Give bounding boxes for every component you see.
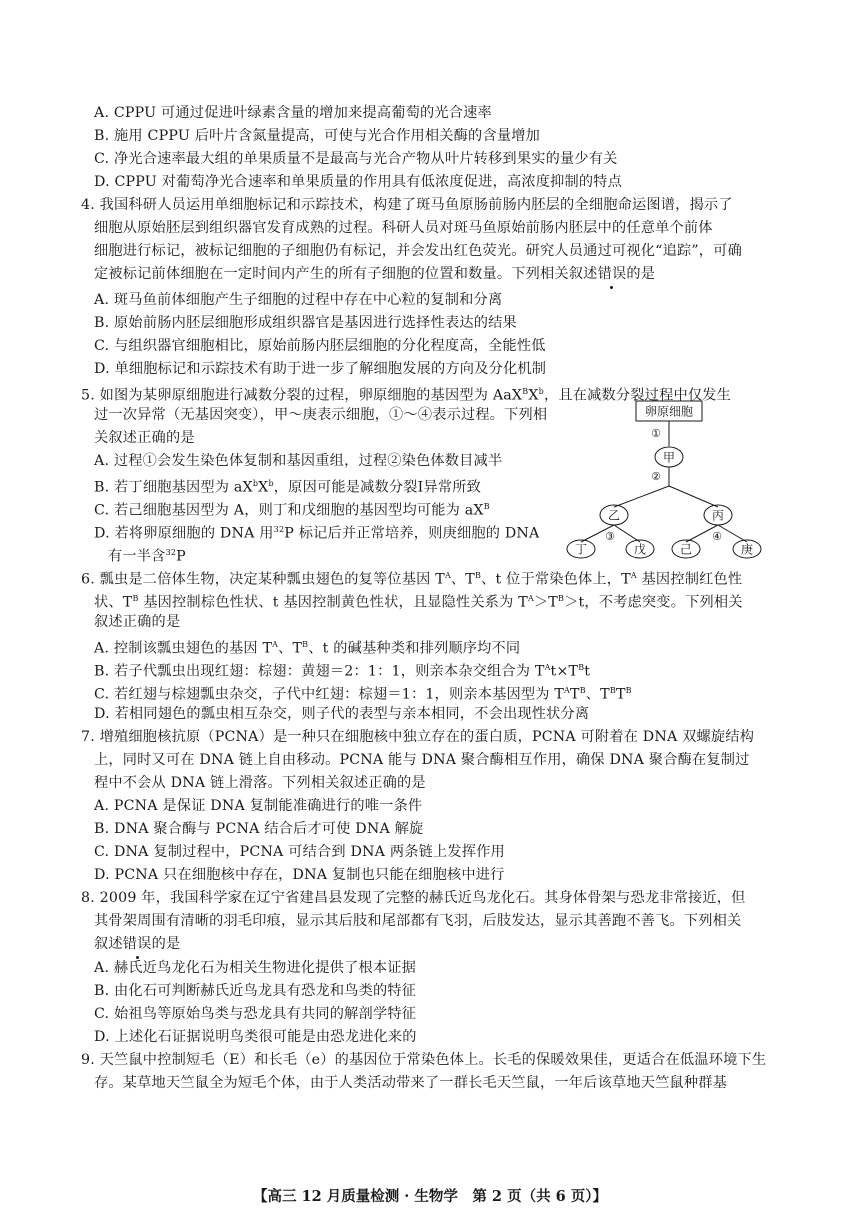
q5-sup: B	[483, 502, 490, 511]
q5-stem-text: 5. 如图为某卵原细胞进行减数分裂的过程，卵原细胞的基因型为 AaX	[81, 387, 523, 404]
q5-option-d-text: D. 若将卵原细胞的 DNA 用	[94, 525, 274, 542]
q6-stem-text: 、t 位于常染色体上，T	[481, 571, 631, 588]
q8-option-c: C. 始祖鸟等原始鸟类与恐龙具有共同的解剖学特征	[94, 1006, 417, 1022]
q8-option-b: B. 由化石可判断赫氏近鸟龙具有恐龙和鸟类的特征	[94, 983, 417, 999]
q8-emphasis-text: 错误	[122, 936, 152, 952]
q8-option-d: D. 上述化石证据说明鸟类很可能是由恐龙进化来的	[94, 1029, 417, 1045]
q5-option-b-text: X	[258, 479, 269, 496]
q6-option-c-text: C. 若红翅与棕翅瓢虫杂交，子代中红翅：棕翅＝1：1，则亲本基因型为 T	[94, 686, 565, 703]
q6-option-a-text: A. 控制该瓢虫翅色的基因 T	[94, 640, 273, 657]
q4-stem-text: 定被标记前体细胞在一定时间内产生的所有子细胞的位置和数量。下列相关叙述	[94, 266, 598, 282]
q6-stem-line	[81, 566, 742, 590]
q5-option-a: A. 过程①会发生染色体复制和基因重组，过程②染色体数目减半	[94, 453, 503, 469]
q5-option-d-text: 有一半含	[108, 548, 166, 565]
branch-line	[718, 525, 747, 542]
q6-option-b	[94, 658, 590, 682]
q6-stem-text: 状、T	[94, 594, 133, 611]
q7-option-a: A. PCNA 是保证 DNA 复制能准确进行的唯一条件	[94, 798, 423, 814]
q5-stem-line: 过一次异常（无基因突变），甲～庚表示细胞，①～④表示过程。下列相	[94, 407, 548, 423]
q8-stem-text: 叙述	[94, 936, 123, 952]
q7-option-c: C. DNA 复制过程中，PCNA 可结合到 DNA 两条链上发挥作用	[94, 844, 505, 860]
q7-option-b: B. DNA 聚合酶与 PCNA 结合后才可使 DNA 解旋	[94, 821, 424, 837]
q6-option-d: D. 若相同翅色的瓢虫相互杂交，则子代的表型与亲本相同，不会出现性状分离	[94, 706, 590, 722]
q4-option-c: C. 与组织器官细胞相比，原始前肠内胚层细胞的分化程度高，全能性低	[94, 338, 546, 354]
page-footer: 【高三 12 月质量检测 · 生物学 第 2 页（共 6 页）】	[252, 1188, 608, 1205]
q6-sup: A	[630, 571, 637, 580]
cell-ji-label: 己	[679, 542, 693, 557]
q5-option-b-text: ，原因可能是减数分裂Ⅰ异常所致	[273, 479, 482, 496]
q5-sup: 32	[273, 525, 285, 534]
q6-stem-text: 6. 瓢虫是二倍体生物，决定某种瓢虫翅色的复等位基因 T	[81, 571, 445, 588]
q6-sup: B	[625, 686, 632, 695]
q4-stem-line: 细胞从原始胚层到组织器官发育成熟的过程。科研人员对斑马鱼原始前肠内胚层中的任意单个前体	[94, 220, 713, 236]
q8-stem-text-end: 的是	[151, 936, 181, 952]
q6-sup: B	[609, 686, 616, 695]
q6-option-b-text: t×T	[550, 663, 579, 680]
q6-sup: A	[544, 663, 551, 672]
q4-stem-line: 4. 我国科研人员运用单细胞标记和示踪技术，构建了斑马鱼原肠前肠内胚层的全细胞命运图谱，揭示了	[81, 197, 733, 213]
branch-line	[669, 486, 718, 507]
q8-stem-last-line	[94, 934, 180, 954]
step-3-label: ③	[605, 530, 615, 543]
q5-stem-text: X	[528, 387, 539, 404]
q5-option-c	[94, 497, 490, 521]
q5-sup: B	[522, 387, 529, 396]
q8-option-a: A. 赫氏近鸟龙化石为相关生物进化提供了根本证据	[94, 960, 417, 976]
q5-option-b	[94, 474, 481, 498]
q6-sup: B	[302, 640, 309, 649]
q6-stem-line	[94, 589, 743, 613]
q6-option-a	[94, 635, 520, 659]
q6-sup: A	[444, 571, 451, 580]
q7-stem-line: 上，同时又可在 DNA 链上自由移动。PCNA 能与 DNA 聚合酶相互作用，确保 DNA 聚合酶在复制过	[94, 752, 750, 768]
q3-option-d: D. CPPU 对葡萄净光合速率和单果质量的作用具有低浓度促进，高浓度抑制的特点	[94, 174, 623, 190]
q6-sup: B	[579, 686, 586, 695]
q8-stem-line: 其骨架周围有清晰的羽毛印痕，显示其后肢和尾部都有飞羽，后肢发达，显示其善跑不善飞。下列相关	[94, 913, 742, 929]
q5-option-d-text: P	[176, 548, 186, 565]
q6-option-a-text: 、T	[278, 640, 303, 657]
q6-stem-text: 基因控制红色性	[636, 571, 743, 588]
q4-option-a: A. 斑马鱼前体细胞产生子细胞的过程中存在中心粒的复制和分离	[94, 292, 503, 308]
q7-stem-line: 7. 增殖细胞核抗原（PCNA）是一种只在细胞核中独立存在的蛋白质，PCNA 可附着在 DNA 双螺旋结构	[81, 729, 755, 745]
q6-sup: B	[474, 571, 482, 580]
cell-ding-label: 丁	[574, 542, 588, 557]
q5-option-d-text: P 标记后并正常培养，则庚细胞的 DNA	[284, 525, 540, 542]
q6-sup: B	[132, 594, 139, 603]
q6-option-c-text: T	[615, 686, 626, 703]
cell-wu-label: 戊	[633, 542, 647, 557]
q6-sup: A	[564, 686, 571, 695]
q3-option-b: B. 施用 CPPU 后叶片含氮量提高，可使与光合作用相关酶的含量增加	[94, 128, 540, 144]
q8-stem-line: 8. 2009 年，我国科学家在辽宁省建昌县发现了完整的赫氏近鸟龙化石。其身体骨架与恐龙非常接近，但	[81, 890, 746, 906]
q6-option-c	[94, 681, 632, 705]
cell-jia-label: 甲	[662, 450, 676, 465]
q6-option-c-text: 、T	[585, 686, 610, 703]
q5-option-b-text: B. 若丁细胞基因型为 aX	[94, 479, 253, 496]
q5-option-d-cont	[108, 543, 186, 567]
q4-option-b: B. 原始前肠内胚层细胞形成组织器官是基因进行选择性表达的结果	[94, 315, 517, 331]
q6-stem-text: 基因控制棕色性状、t 基因控制黄色性状，且显隐性关系为 T	[138, 594, 528, 611]
q6-option-b-text: t	[584, 663, 591, 680]
q4-stem-line: 细胞进行标记，被标记细胞的子细胞仍有标记，并会发出红色荧光。研究人员通过可视化“追踪”，可确	[94, 243, 742, 259]
q5-sup: 32	[165, 548, 177, 557]
q6-option-b-text: B. 若子代瓢虫出现红翅：棕翅：黄翅＝2：1：1，则亲本杂交组合为 T	[94, 663, 545, 680]
q5-option-c-text: C. 若己细胞基因型为 A，则丁和戊细胞的基因型均可能为 aX	[94, 502, 484, 519]
q5-sup: b	[268, 479, 274, 488]
q9-stem-line: 9. 天竺鼠中控制短毛（E）和长毛（e）的基因位于常染色体上。长毛的保暖效果佳，更适合在低温环境下生	[81, 1052, 767, 1068]
q9-stem-line: 存。某草地天竺鼠全为短毛个体，由于人类活动带来了一群长毛天竺鼠，一年后该草地天竺鼠种群基	[94, 1075, 728, 1091]
q6-option-c-text: T	[570, 686, 580, 703]
q6-stem-text: ＞t，不考虑突变。下列相关	[564, 594, 743, 611]
q5-stem-line: 关叙述正确的是	[94, 430, 195, 446]
q7-option-d: D. PCNA 只在细胞核中存在，DNA 复制也只能在细胞核中进行	[94, 867, 505, 883]
q6-sup: A	[272, 640, 279, 649]
q6-stem-line: 叙述正确的是	[94, 614, 181, 630]
step-2-label: ②	[651, 470, 661, 483]
q6-sup: B	[557, 594, 565, 603]
q5-sup: b	[252, 479, 259, 488]
q6-option-a-text: 、t 的碱基种类和排列顺序均不同	[308, 640, 521, 657]
cell-geng-label: 庚	[740, 542, 754, 557]
oocyte-label: 卵原细胞	[644, 404, 694, 419]
q6-sup: A	[527, 594, 534, 603]
branch-line	[614, 525, 640, 542]
q4-stem-last-line	[94, 264, 655, 284]
q3-option-c: C. 净光合速率最大组的单果质量不是最高与光合产物从叶片转移到果实的量少有关	[94, 151, 618, 167]
q6-stem-text: ＞T	[533, 594, 558, 611]
q4-emphasis-text: 错误	[597, 266, 627, 282]
q3-option-a: A. CPPU 可通过促进叶绿素含量的增加来提高葡萄的光合速率	[94, 105, 492, 121]
step-4-label: ④	[712, 530, 722, 543]
q6-stem-text: 、T	[450, 571, 475, 588]
q6-sup: B	[578, 663, 585, 672]
q5-option-d	[94, 520, 539, 544]
q5-stem-text: ，且在减数分裂过程中仅发生	[543, 387, 732, 404]
meiosis-diagram	[560, 396, 790, 566]
q7-stem-line: 程中不会从 DNA 链上滑落。下列相关叙述正确的是	[94, 775, 426, 791]
cell-yi-label: 乙	[607, 508, 621, 523]
step-1-label: ①	[651, 427, 661, 440]
q4-option-d: D. 单细胞标记和示踪技术有助于进一步了解细胞发展的方向及分化机制	[94, 361, 547, 377]
cell-bing-label: 丙	[711, 508, 725, 523]
branch-line	[614, 486, 669, 507]
q5-sup: b	[538, 387, 544, 396]
q4-stem-text-end: 的是	[626, 266, 656, 282]
